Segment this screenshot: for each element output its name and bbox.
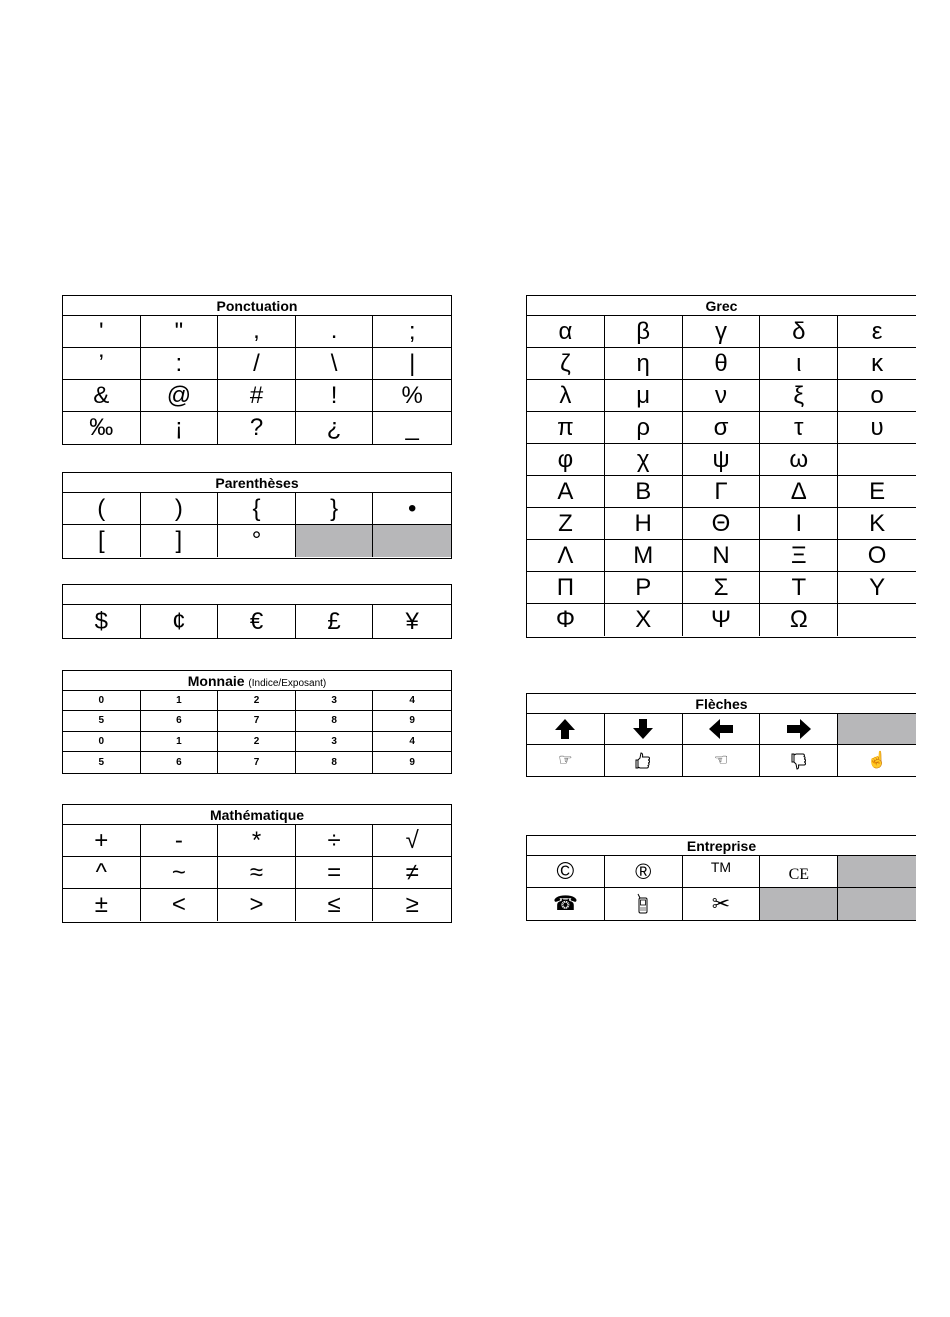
digit-cell: 8 [296,752,374,773]
symbol-cell: ' [63,316,141,348]
greek-letter-cell: Χ [605,604,683,636]
greek-letter-cell: ψ [683,444,761,476]
symbol-cell: * [218,825,296,857]
entreprise-title: Entreprise [527,836,916,856]
symbol-cell: ¢ [141,605,219,638]
symbol-cell: ) [141,493,219,525]
ponctuation-table [62,295,452,445]
greek-letter-cell: κ [838,348,916,380]
symbol-cell: @ [141,380,219,412]
symbol-cell: : [141,348,219,380]
monnaie-title [63,671,451,691]
digit-cell: 3 [296,691,374,711]
monnaie-table [62,670,452,774]
greek-letter-cell: Ζ [527,508,605,540]
digit-cell: 7 [218,711,296,732]
symbol-cell: - [141,825,219,857]
empty-cell [296,525,374,557]
greek-letter-cell: Υ [838,572,916,604]
digit-cell: 7 [218,752,296,773]
greek-letter-cell: Σ [683,572,761,604]
greek-letter-cell: Θ [683,508,761,540]
greek-letter-cell: Α [527,476,605,508]
thumbs-down-icon [760,745,838,776]
greek-letter-cell: π [527,412,605,444]
arrow-right-icon [760,714,838,745]
devises-table [62,584,452,639]
greek-letter-cell: Τ [760,572,838,604]
telephone-icon: ☎ [527,888,605,920]
arrow-left-icon [683,714,761,745]
greek-letter-cell: Φ [527,604,605,636]
greek-letter-cell: Ρ [605,572,683,604]
greek-letter-cell: Κ [838,508,916,540]
greek-letter-cell: β [605,316,683,348]
grec-title: Grec [527,296,916,316]
digit-cell: 4 [373,732,451,752]
symbol-cell: # [218,380,296,412]
symbol-cell: • [373,493,451,525]
digit-cell: 5 [63,752,141,773]
greek-letter-cell: Β [605,476,683,508]
mathematique-table [62,804,452,923]
greek-letter-cell: Μ [605,540,683,572]
greek-letter-cell: ο [838,380,916,412]
empty-cell [760,888,838,920]
greek-letter-cell: σ [683,412,761,444]
trademark-symbol: TM [683,856,761,888]
ponctuation-title: Ponctuation [63,296,451,316]
symbol-cell: € [218,605,296,638]
symbol-cell: ; [373,316,451,348]
greek-letter-cell: Η [605,508,683,540]
digit-cell: 4 [373,691,451,711]
arrow-down-icon [605,714,683,745]
greek-letter-cell: Ο [838,540,916,572]
greek-letter-cell: χ [605,444,683,476]
empty-cell [838,444,916,476]
greek-letter-cell: δ [760,316,838,348]
empty-cell [838,888,916,920]
symbol-cell: } [296,493,374,525]
symbol-cell: ¡ [141,412,219,444]
digit-cell: 0 [63,732,141,752]
greek-letter-cell: Ι [760,508,838,540]
digit-cell: 6 [141,752,219,773]
greek-letter-cell: ω [760,444,838,476]
greek-letter-cell: Ν [683,540,761,572]
symbol-cell: < [141,889,219,921]
arrow-up-icon [527,714,605,745]
digit-cell: 1 [141,732,219,752]
greek-letter-cell: Ψ [683,604,761,636]
greek-letter-cell: λ [527,380,605,412]
greek-letter-cell: η [605,348,683,380]
greek-letter-cell: θ [683,348,761,380]
symbol-cell: ^ [63,857,141,889]
symbol-cell: | [373,348,451,380]
symbol-cell: " [141,316,219,348]
greek-letter-cell: υ [838,412,916,444]
greek-letter-cell: Ω [760,604,838,636]
greek-letter-cell: ρ [605,412,683,444]
greek-letter-cell: Ξ [760,540,838,572]
digit-cell: 3 [296,732,374,752]
symbol-cell: > [218,889,296,921]
registered-symbol: ® [605,856,683,888]
symbol-cell: ° [218,525,296,557]
greek-letter-cell: α [527,316,605,348]
greek-letter-cell: τ [760,412,838,444]
empty-cell [838,714,916,745]
symbol-cell: ≈ [218,857,296,889]
symbol-cell: { [218,493,296,525]
symbol-cell: £ [296,605,374,638]
digit-cell: 9 [373,711,451,732]
greek-letter-cell: ξ [760,380,838,412]
symbol-cell: ! [296,380,374,412]
symbol-cell: ] [141,525,219,557]
hand-pointing-up-icon: ☝ [867,751,888,769]
greek-letter-cell: Ε [838,476,916,508]
digit-cell: 2 [218,691,296,711]
mathematique-title: Mathématique [63,805,451,825]
greek-letter-cell: φ [527,444,605,476]
greek-letter-cell: Δ [760,476,838,508]
symbol-cell: ¿ [296,412,374,444]
digit-cell: 6 [141,711,219,732]
thumbs-up-icon [605,745,683,776]
symbol-cell: = [296,857,374,889]
hand-pointing-right-icon: ☞ [527,745,605,776]
greek-letter-cell: ε [838,316,916,348]
symbol-cell: [ [63,525,141,557]
greek-letter-cell: Γ [683,476,761,508]
symbol-cell: / [218,348,296,380]
grec-table [526,295,916,638]
symbol-cell: ± [63,889,141,921]
monnaie-title-text: Monnaie [187,673,245,689]
hand-pointing-left-icon: ☜ [683,745,761,776]
digit-cell: 8 [296,711,374,732]
symbol-cell: , [218,316,296,348]
symbol-cell: ≠ [373,857,451,889]
greek-letter-cell: μ [605,380,683,412]
parentheses-title: Parenthèses [63,473,451,493]
symbol-cell: ‰ [63,412,141,444]
monnaie-subtitle: (Indice/Exposant) [248,678,327,689]
scissors-icon: ✂ [683,888,761,920]
symbol-cell: + [63,825,141,857]
symbol-cell: & [63,380,141,412]
greek-letter-cell: γ [683,316,761,348]
symbol-cell: ¥ [405,607,419,635]
greek-letter-cell: Λ [527,540,605,572]
symbol-cell: ≥ [405,891,419,918]
empty-cell [838,856,916,888]
copyright-symbol: © [527,856,605,888]
symbol-cell: ’ [63,348,141,380]
symbol-cell: ~ [141,857,219,889]
symbol-cell: ( [63,493,141,525]
symbol-cell: \ [296,348,374,380]
greek-letter-cell: ι [760,348,838,380]
mobile-phone-icon [605,888,683,920]
ce-mark-symbol: CE [760,856,838,888]
greek-letter-cell: ν [683,380,761,412]
symbol-cell: √ [373,825,451,857]
symbol-cell: ? [218,412,296,444]
symbol-cell: $ [63,605,141,638]
greek-letter-cell: Π [527,572,605,604]
symbol-cell: _ [405,414,419,441]
digit-cell: 2 [218,732,296,752]
devises-title [63,585,451,605]
greek-letter-cell: ζ [527,348,605,380]
parentheses-table [62,472,452,559]
entreprise-table [526,835,916,921]
digit-cell: 5 [63,711,141,732]
digit-cell: 0 [63,691,141,711]
digit-cell: 1 [141,691,219,711]
digit-cell: 9 [409,756,415,768]
symbol-cell: . [296,316,374,348]
symbol-cell: ÷ [296,825,374,857]
empty-cell [838,604,916,636]
empty-cell [373,525,451,557]
fleches-table [526,693,916,777]
symbol-cell: ≤ [296,889,374,921]
symbol-cell: % [373,380,451,412]
fleches-title: Flèches [527,694,916,714]
